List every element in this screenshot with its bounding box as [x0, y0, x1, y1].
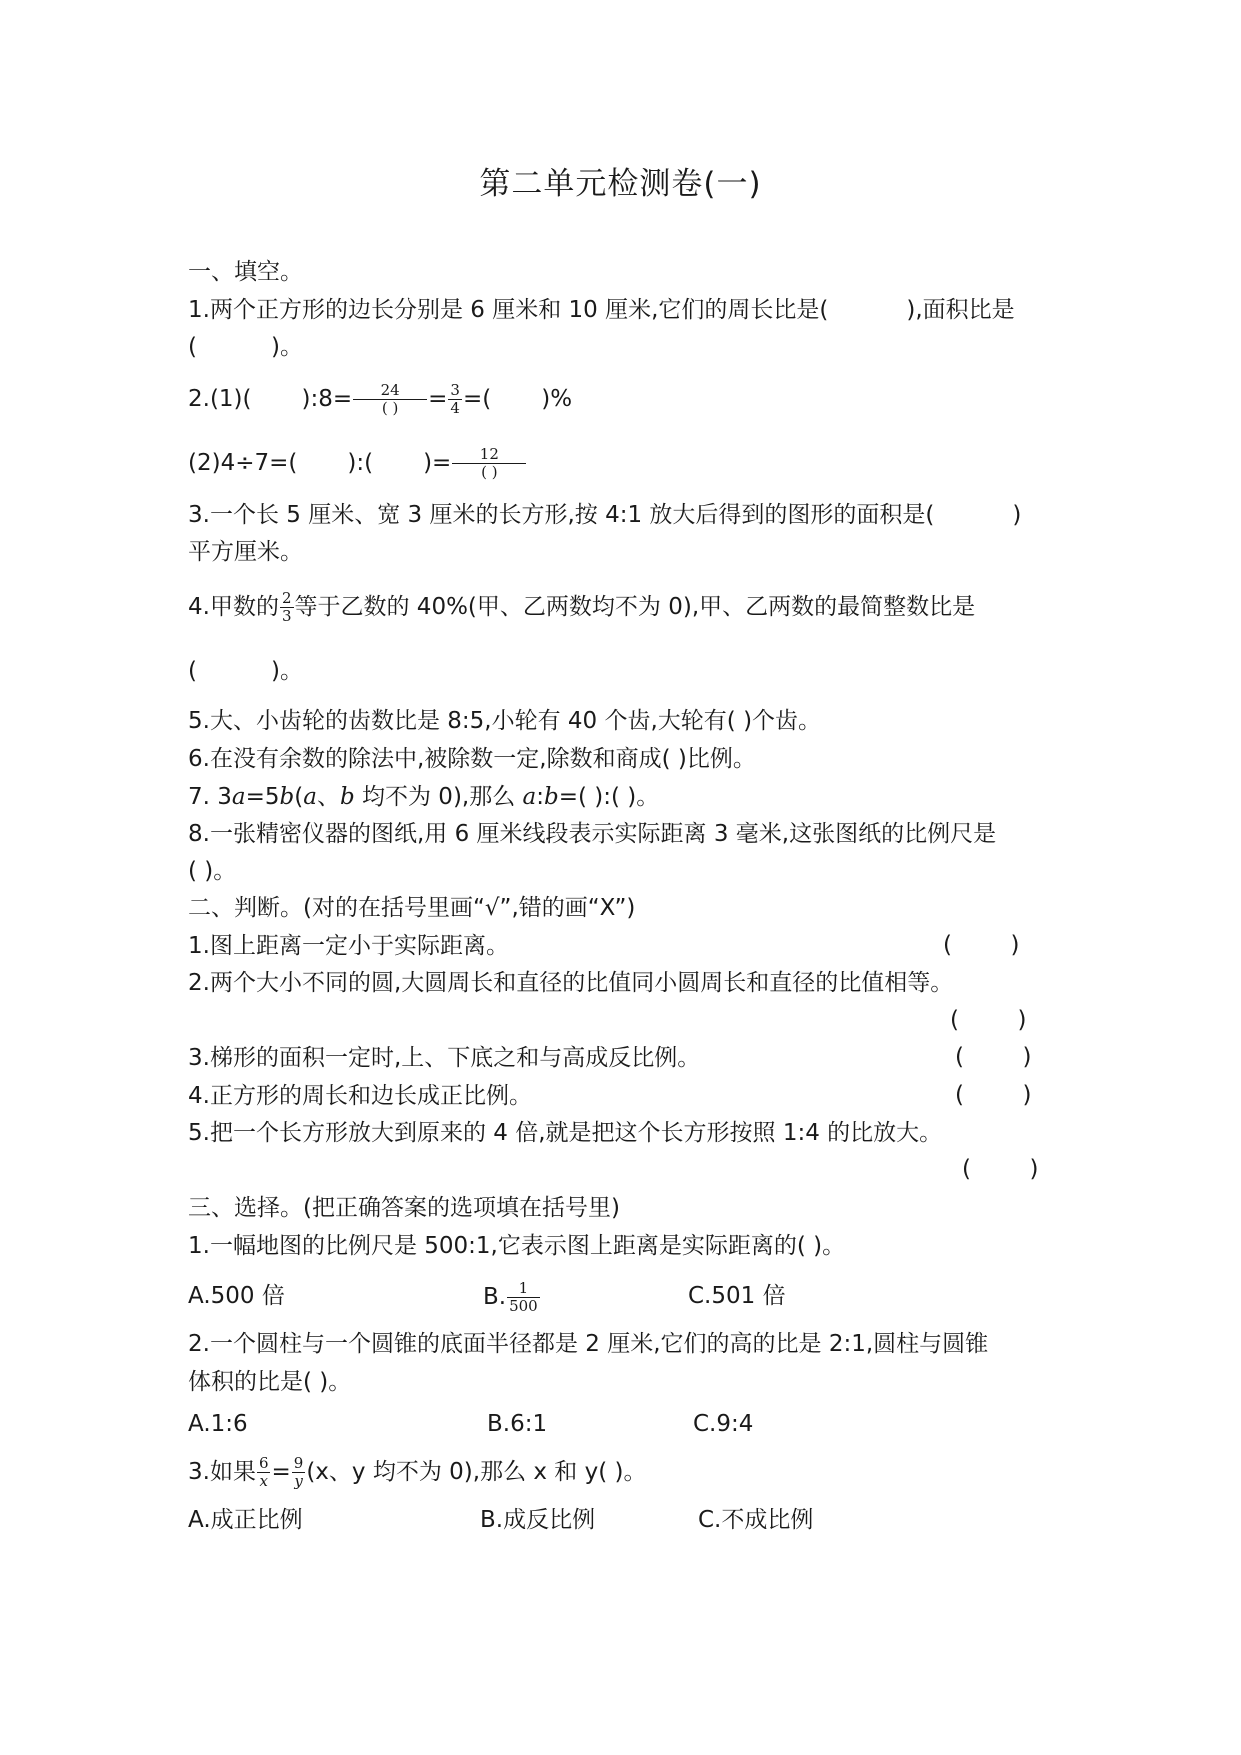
judge-1-answer[interactable]: ( ) [943, 932, 1020, 958]
question-1-1: 1.两个正方形的边长分别是 6 厘米和 10 厘米,它们的周长比是( ),面积比是 [188, 297, 1015, 323]
question-1-1-cont: ( )。 [188, 334, 303, 360]
choice-1-option-b[interactable]: B. $\frac{1}{500}$ [483, 1279, 538, 1315]
judge-4: 4.正方形的周长和边长成正比例。 [188, 1083, 532, 1109]
page-title: 第二单元检测卷(一) [479, 166, 762, 202]
choice-2-option-b[interactable]: B.6:1 [487, 1411, 548, 1437]
question-1-5: 5.大、小齿轮的齿数比是 8:5,小轮有 40 个齿,大轮有( )个齿。 [188, 708, 822, 734]
choice-1-option-c[interactable]: C.501 倍 [688, 1283, 786, 1309]
section-2-heading: 二、判断。(对的在括号里画“√”,错的画“X”) [188, 895, 636, 921]
judge-4-answer[interactable]: ( ) [955, 1082, 1032, 1108]
question-1-3-cont: 平方厘米。 [188, 539, 303, 565]
choice-2: 2.一个圆柱与一个圆锥的底面半径都是 2 厘米,它们的高的比是 2:1,圆柱与圆锥 [188, 1331, 989, 1357]
fraction-24: $\frac{24}{( )}$ [353, 382, 427, 417]
fraction-6-x: $\frac{6}{x}$ [258, 1454, 269, 1490]
judge-2-answer[interactable]: ( ) [950, 1007, 1027, 1033]
question-1-2-2: (2)4÷7=( ):( )= $\frac{12}{( )}$ [188, 446, 527, 481]
choice-3-option-c[interactable]: C.不成比例 [698, 1507, 814, 1533]
judge-5-answer[interactable]: ( ) [962, 1156, 1039, 1182]
judge-3: 3.梯形的面积一定时,上、下底之和与高成反比例。 [188, 1045, 701, 1071]
fraction-9-y: $\frac{9}{y}$ [293, 1454, 304, 1490]
choice-2-option-c[interactable]: C.9:4 [693, 1411, 754, 1437]
question-1-3: 3.一个长 5 厘米、宽 3 厘米的长方形,按 4:1 放大后得到的图形的面积是( ) [188, 502, 1022, 528]
fraction-12: $\frac{12}{( )}$ [452, 446, 526, 481]
section-3-heading: 三、选择。(把正确答案的选项填在括号里) [188, 1195, 620, 1221]
question-1-2-1: 2.(1)( ):8= $\frac{24}{( )}$ = $\frac{3}{4}$ =( )% [188, 381, 573, 417]
choice-3: 3.如果 $\frac{6}{x}$ = $\frac{9}{y}$ (x、y 均不为 0),那么 x 和 y( )。 [188, 1454, 647, 1490]
question-1-8-cont: ( )。 [188, 858, 237, 884]
question-1-4-cont: ( )。 [188, 658, 303, 684]
choice-2-option-a[interactable]: A.1:6 [188, 1411, 248, 1437]
section-1-heading: 一、填空。 [188, 259, 303, 285]
choice-3-option-a[interactable]: A.成正比例 [188, 1507, 303, 1533]
fraction-3-4: $\frac{3}{4}$ [450, 381, 460, 417]
judge-5: 5.把一个长方形放大到原来的 4 倍,就是把这个长方形按照 1:4 的比放大。 [188, 1120, 943, 1146]
choice-1-option-a[interactable]: A.500 倍 [188, 1283, 285, 1309]
question-1-7: 7. 3a=5b(a、b 均不为 0),那么 a:b=( ):( )。 [188, 784, 660, 810]
judge-1: 1.图上距离一定小于实际距离。 [188, 933, 509, 959]
judge-3-answer[interactable]: ( ) [955, 1044, 1032, 1070]
question-1-8: 8.一张精密仪器的图纸,用 6 厘米线段表示实际距离 3 毫米,这张图纸的比例尺是 [188, 821, 997, 847]
question-1-4: 4.甲数的 $\frac{2}{3}$ 等于乙数的 40%(甲、乙两数均不为 0),甲、乙两数的最简整数比是 [188, 589, 976, 625]
judge-2: 2.两个大小不同的圆,大圆周长和直径的比值同小圆周长和直径的比值相等。 [188, 970, 954, 996]
choice-2-cont: 体积的比是( )。 [188, 1369, 352, 1395]
fraction-2-3: $\frac{2}{3}$ [281, 589, 292, 625]
fraction-1-500: $\frac{1}{500}$ [509, 1279, 538, 1315]
choice-3-option-b[interactable]: B.成反比例 [480, 1507, 596, 1533]
question-1-6: 6.在没有余数的除法中,被除数一定,除数和商成( )比例。 [188, 746, 756, 772]
choice-1: 1.一幅地图的比例尺是 500:1,它表示图上距离是实际距离的( )。 [188, 1233, 846, 1259]
